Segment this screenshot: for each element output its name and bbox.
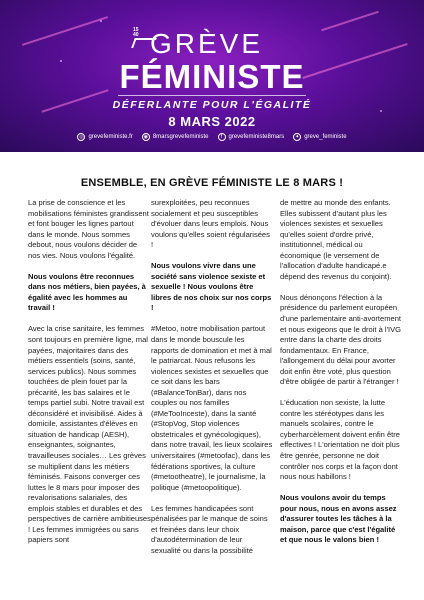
event-date: 8 MARS 2022 [168, 114, 256, 129]
text-column-1 [28, 198, 151, 556]
text-column-3 [280, 198, 403, 556]
decorative-dot [100, 20, 102, 22]
title-feministe: FÉMINISTE [119, 58, 305, 95]
paragraph: L'éducation non sexiste, la lutte contre les stéréotypes dans les manuels scolaires, contre le cyberharcèlement doivent enfin être effectives ! L'orientation ne doit plus être genrée, personne ne doit contrôler nos corps et la façon dont nous nous habillons ! [280, 398, 400, 482]
paragraph: La prise de conscience et les mobilisations féministes grandissent et font bouger les lignes partout dans le monde. Nous sommes debout, nous voulons décider de nos vies. Nous voulons l'égalité. [28, 198, 149, 260]
social-label: 8marsgrevefeministe [152, 134, 209, 140]
subtitle-divider [118, 95, 306, 96]
web-icon: ◎ [79, 133, 84, 140]
social-label: grevefeministe8mars [228, 134, 285, 140]
decorative-streak [321, 11, 379, 31]
paragraph: Avec la crise sanitaire, les femmes sont toujours en première ligne, mal payées, majoritaires dans des métiers essentiels (soins, santé, services publics). Nous sommes touchées de plein fouet par la précarité, les bas salaires et le temps partiel subi. Notre travail est déconsidéré et invisibilisé. Aides à domicile, assistantes d'élèves en situation de handicap (AESH), enseignantes, soignantes, travailleuses sociales… Les grèves se multiplient dans les métiers féminisés. Faisons converger ces luttes le 8 mars pour imposer des revalorisations salariales, des emplois stables et durables et des perspectives de carrière ambitieuses ! Les femmes immigrées ou sans papiers sont [28, 324, 151, 545]
bold-paragraph: Nous voulons avoir du temps pour nous, nous en avons assez d'assurer toutes les tâches à la maison, parce que c'est l'égalité et que nous le valons bien ! [280, 493, 397, 545]
subtitle: DÉFERLANTE POUR L'ÉGALITÉ [112, 99, 312, 111]
text-column-2 [151, 198, 274, 567]
paragraph: Les femmes handicapées sont pénalisées par le manque de soins et freinées dans leur choix d'autodétermination de leur sexualité ou dans la possibilité [151, 503, 268, 555]
title-greve: GRÈVE [150, 28, 264, 59]
paragraph: surexploitées, peu reconnues socialement et peu susceptibles d'évoluer dans leurs emplois. Nous voulons qu'elles soient régularisées ! [151, 198, 270, 250]
bold-paragraph: Nous voulons être reconnues dans nos métiers, bien payées, à égalité avec les hommes au travail ! [28, 271, 146, 313]
logo-badge [133, 28, 139, 38]
paragraph: #Metoo, notre mobilisation partout dans le monde bouscule les rapports de domination et met à mal le patriarcat. Nous refusons les violences sexistes et sexuelles que ce soit dans les bars (#BalanceTonBar), dans nos couples ou nos familles (#MeTooInceste), dans la santé (#StopVog, Stop violences obstetricales et gynécologiques), dans notre travail, les lieux scolaires universitaires (#metoofac), dans les fédérations sportives, la culture (#metootheatre), le journalisme, la politique (#metoopolitique). [151, 324, 273, 492]
social-link-web[interactable] [77, 133, 132, 141]
paragraph: de mettre au monde des enfants. Elles subissent d'autant plus les violences sexistes et sexuelles qu'elles soient d'ordre privé, institutionnel, médical ou économique (le versement de l'allocation d'adulte handicapé.e dépend des revenus du conjoint). [280, 198, 392, 281]
social-links [0, 133, 424, 141]
social-label: grevefeministe.fr [88, 134, 133, 140]
headline: ENSEMBLE, EN GRÈVE FÉMINISTE LE 8 MARS ! [80, 177, 344, 189]
twitter-icon: ✦ [295, 133, 300, 140]
social-link-facebook[interactable] [218, 133, 285, 141]
social-link-instagram[interactable] [142, 133, 209, 141]
bold-paragraph: Nous voulons vivre dans une société sans violence sexiste et sexuelle ! Nous voulons être libres de nos choix sur nos corps ! [151, 261, 272, 313]
decorative-streak [22, 16, 108, 46]
facebook-icon: f [218, 133, 226, 141]
social-label: greve_feministe [304, 134, 347, 140]
paragraph: Nous dénonçons l'élection à la présidence du parlement européen d'une parlementaire anti-avortement et nous exigeons que le droit à l'IVG entre dans la charte des droits fondamentaux. En France, l'allongement du délai pour avorter doit enfin être voté, plus question d'être obligée de partir à l'étranger ! [280, 292, 402, 387]
social-link-twitter[interactable] [293, 133, 346, 141]
header-banner [0, 0, 424, 152]
instagram-icon: ◉ [143, 133, 148, 140]
badge-top: 15 [133, 27, 139, 33]
badge-bottom: 40 [133, 32, 139, 38]
